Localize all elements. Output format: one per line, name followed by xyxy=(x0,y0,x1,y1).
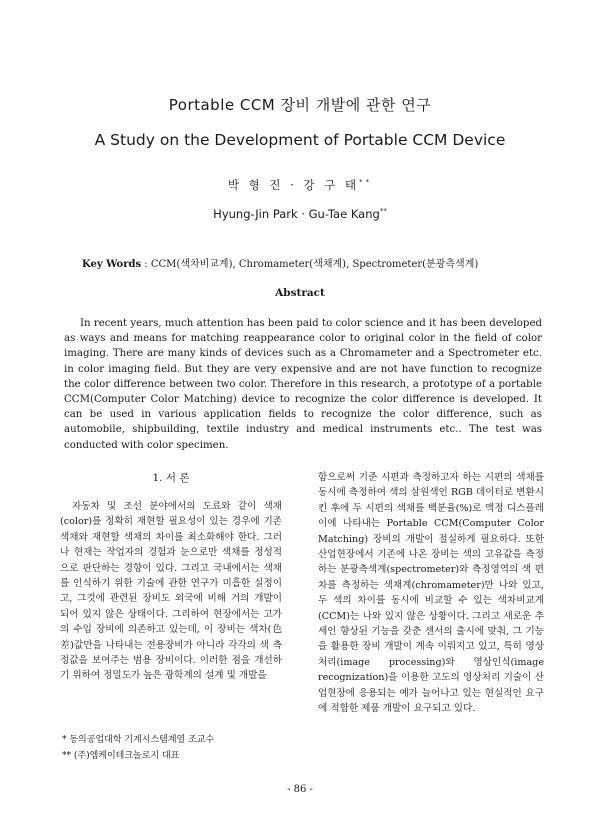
footnotes xyxy=(62,732,284,764)
keywords-line xyxy=(82,255,542,270)
authors-english: Hyung-Jin Park · Gu-Tae Kang** xyxy=(213,207,387,221)
abstract-paragraph: In recent years, much attention has been paid to color science and it has been developed as ways and means for matching reappearance color to original color in the field of color imaging. There are many kinds of devices such as a Chromameter and a Spectrometer etc. in color imaging field. But they are very expensive and are not have function to recognize the color difference between two color. Therefore in this research, a prototype of a portable CCM(Computer Color Matching) device to recognize the color difference is developed. It can be used in various application fields to recognize the color difference, such as automobile, shipbuilding, textile industry and medical instruments etc.. The test was conducted with color specimen. xyxy=(64,318,542,451)
authors-korean-text: 박 형 진 · 강 구 태 xyxy=(227,178,360,192)
abstract-heading: Abstract xyxy=(275,287,325,299)
footnote-2: ** (주)엠케이테크놀로지 대표 xyxy=(62,751,180,761)
footnote-1: * 동의공업대학 기계시스템계열 조교수 xyxy=(62,735,215,745)
section-heading: 1. 서 론 xyxy=(152,472,190,484)
left-column-body xyxy=(60,499,282,684)
page-number: - 86 - xyxy=(287,784,313,795)
title-english-text: A Study on the Development of Portable CCM Device xyxy=(94,131,506,149)
title-korean-text: Portable CCM 장비 개발에 관한 연구 xyxy=(168,96,432,114)
authors-english-text: Hyung-Jin Park · Gu-Tae Kang xyxy=(213,207,380,221)
right-column-body xyxy=(318,470,544,717)
left-column-paragraph: 자동차 및 조선 분야에서의 도료와 같이 색채(color)를 정확히 재현할 필요성이 있는 경우에 기존 색채와 재현할 색채의 차이를 최소화해야 한다. 그러나 현재는 작업자의 경험과 눈으로만 색채를 정성적으로 판단하는 경향이 있다. 그리고 국내에서는 색채를 인식하기 위한 기술에 관한 연구가 미흡한 실정이고, 그것에 관련된 장비도 외국에 비해 거의 개발이 되어 있지 않은 상태이다. 그리하여 현장에서는 고가의 수입 장비에 의존하고 있는데, 이 장비는 색차(色差)값만을 나타내는 전용장비가 아니라 각각의 색 측정값을 보여주는 범용 장비이다. 이러한 점을 개선하기 위하여 정밀도가 높은 광학계의 설계 및 개발을 xyxy=(60,501,282,682)
authors-korean: 박 형 진 · 강 구 태** xyxy=(227,178,373,192)
keywords-text: : CCM(색차비교계), Chromameter(색채계), Spectrometer(분광측색계) xyxy=(144,259,479,270)
paper-title-korean xyxy=(0,94,600,115)
keywords-label: Key Words xyxy=(82,259,142,270)
abstract-body xyxy=(64,316,542,453)
paper-title-english xyxy=(0,131,600,149)
right-column-paragraph: 함으로써 기준 시편과 측정하고자 하는 시편의 색채를 동시에 측정하여 색의 삼원색인 RGB 데이터로 변환시킨 후에 두 시편의 색채를 백분율(%)로 액정 디스플레이에 나타내는 Portable CCM(Computer Color Matching) 장비의 개발이 절실하게 필요하다. 또한 산업현장에서 기존에 나온 장비는 색의 고유값을 측정하는 분광측색계(spectrometer)와 측정영역의 색 편차를 측정하는 색채계(chromameter)만 나와 있고, 두 색의 차이를 동시에 비교할 수 있는 색차비교계(CCM)는 나와 있지 않은 상황이다. 그리고 새로운 추세인 향상된 기능을 갖춘 센서의 출시에 맞춰, 그 기능을 활용한 장비 개발이 계속 이뤄지고 있고, 특히 영상처리(image processing)와 영상인식(image recognization)을 이용한 고도의 영상처리 기술이 산업현장에 응용되는 예가 늘어나고 있는 현실적인 요구에 적합한 제품 개발이 요구되고 있다. xyxy=(318,472,544,715)
